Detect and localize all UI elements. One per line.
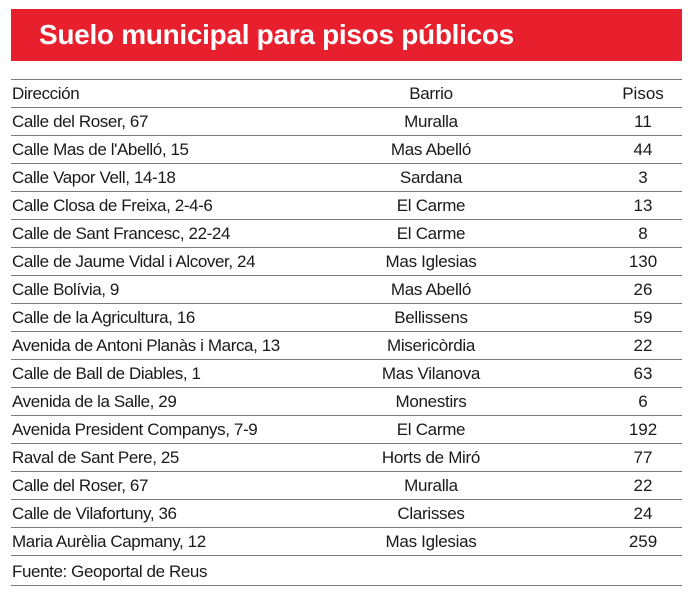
data-table <box>11 79 682 556</box>
cell-barrio: Mas Abelló <box>390 280 472 299</box>
cell-barrio: El Carme <box>396 224 466 243</box>
column-header-direccion: Dirección <box>12 84 80 103</box>
cell-direccion: Calle de Sant Francesc, 22-24 <box>12 224 231 243</box>
table-row <box>11 248 682 276</box>
cell-direccion: Calle de Ball de Diables, 1 <box>12 364 201 383</box>
table-row <box>11 388 682 416</box>
table-row <box>11 108 682 136</box>
cell-pisos: 59 <box>633 308 653 327</box>
table-row <box>11 304 682 332</box>
table-row <box>11 444 682 472</box>
cell-pisos: 24 <box>633 504 653 523</box>
cell-direccion: Calle Bolívia, 9 <box>12 280 119 299</box>
cell-pisos: 22 <box>633 476 653 495</box>
cell-direccion: Calle de la Agricultura, 16 <box>12 308 195 327</box>
cell-barrio: Mas Iglesias <box>385 532 477 551</box>
cell-pisos: 44 <box>633 140 653 159</box>
cell-pisos: 22 <box>633 336 653 355</box>
cell-direccion: Avenida President Companys, 7-9 <box>12 420 258 439</box>
table-row <box>11 136 682 164</box>
table-row <box>11 332 682 360</box>
cell-pisos: 6 <box>638 392 648 411</box>
cell-direccion: Calle Vapor Vell, 14-18 <box>12 168 176 187</box>
cell-direccion: Avenida de la Salle, 29 <box>12 392 177 411</box>
page-title: Suelo municipal para pisos públicos <box>39 19 514 50</box>
cell-barrio: Bellissens <box>394 308 468 327</box>
source-text: Fuente: Geoportal de Reus <box>12 562 208 581</box>
cell-barrio: Muralla <box>404 476 458 495</box>
cell-direccion: Raval de Sant Pere, 25 <box>12 448 179 467</box>
table-row <box>11 220 682 248</box>
cell-pisos: 77 <box>633 448 653 467</box>
cell-barrio: Misericòrdia <box>386 336 476 355</box>
column-header-pisos: Pisos <box>622 84 664 103</box>
source-note <box>11 561 682 586</box>
cell-direccion: Calle del Roser, 67 <box>12 476 149 495</box>
cell-barrio: El Carme <box>396 196 466 215</box>
table-row <box>11 360 682 388</box>
cell-barrio: Monestirs <box>395 392 467 411</box>
cell-barrio: Clarisses <box>397 504 465 523</box>
cell-direccion: Calle Closa de Freixa, 2-4-6 <box>12 196 213 215</box>
cell-pisos: 130 <box>628 252 658 271</box>
cell-pisos: 63 <box>633 364 653 383</box>
cell-direccion: Calle de Jaume Vidal i Alcover, 24 <box>12 252 256 271</box>
table-row <box>11 472 682 500</box>
cell-barrio: Mas Vilanova <box>381 364 481 383</box>
column-header-barrio: Barrio <box>409 84 453 103</box>
cell-barrio: Mas Iglesias <box>385 252 477 271</box>
table-row <box>11 500 682 528</box>
cell-barrio: Horts de Miró <box>381 448 481 467</box>
cell-pisos: 3 <box>638 168 648 187</box>
table-row <box>11 416 682 444</box>
cell-pisos: 13 <box>633 196 653 215</box>
table-body <box>11 108 682 556</box>
cell-barrio: Mas Abelló <box>390 140 472 159</box>
cell-pisos: 11 <box>634 112 652 131</box>
cell-barrio: El Carme <box>396 420 466 439</box>
cell-pisos: 192 <box>628 420 658 439</box>
table-row <box>11 164 682 192</box>
table-row <box>11 528 682 556</box>
title-banner <box>11 9 682 61</box>
cell-barrio: Muralla <box>404 112 458 131</box>
cell-pisos: 26 <box>633 280 653 299</box>
table-header <box>11 79 682 108</box>
cell-pisos: 8 <box>638 224 648 243</box>
cell-direccion: Calle de Vilafortuny, 36 <box>12 504 177 523</box>
cell-barrio: Sardana <box>399 168 463 187</box>
table-row <box>11 276 682 304</box>
cell-direccion: Calle del Roser, 67 <box>12 112 149 131</box>
table-row <box>11 192 682 220</box>
cell-pisos: 259 <box>628 532 658 551</box>
cell-direccion: Maria Aurèlia Capmany, 12 <box>12 532 206 551</box>
cell-direccion: Avenida de Antoni Planàs i Marca, 13 <box>12 336 280 355</box>
cell-direccion: Calle Mas de l'Abelló, 15 <box>12 140 189 159</box>
